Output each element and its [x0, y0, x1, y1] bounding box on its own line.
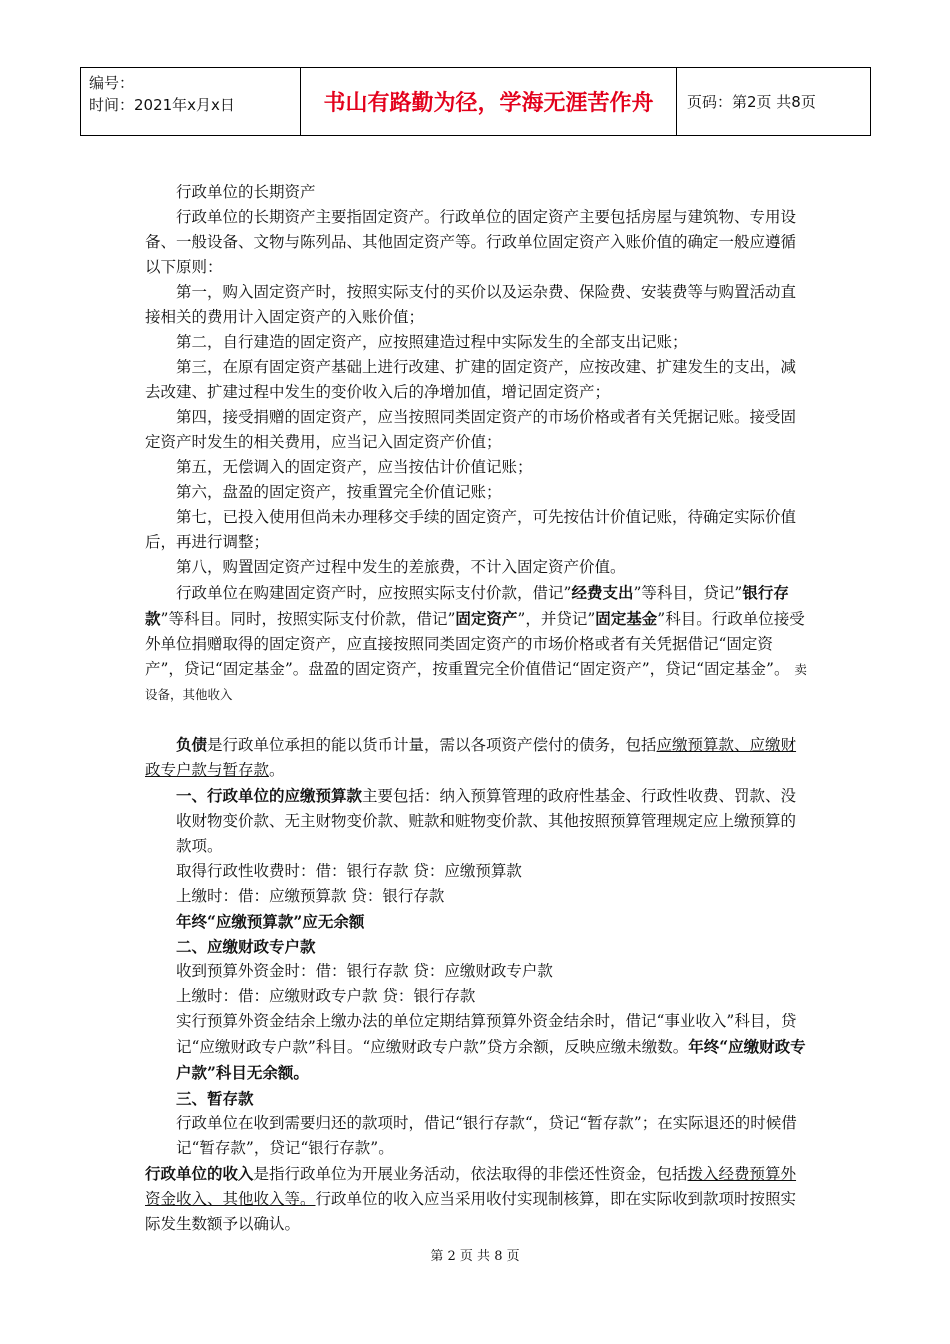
document-body — [145, 180, 810, 1237]
purchase-paragraph: 行政单位在购建固定资产时，应按照实际支付价款，借记”经费支出”等科目，贷记”银行存款”等科目。同时，按照实际支付价款，借记”固定资产”，并贷记”固定基金”科目。行政单位接受外单位捐赠取得的固定资产，应直接按照同类固定资产的市场价格或者有关凭据借记“固定资产”，贷记“固定基金”。盘盈的固定资产，按重置完全价值借记“固定资产”，贷记“固定基金”。 卖设备，其他收入 — [145, 583, 807, 702]
header-number-label: 编号： — [89, 74, 135, 92]
principle-3: 第三，在原有固定资产基础上进行改建、扩建的固定资产，应按改建、扩建发生的支出，减去改建、扩建过程中发生的变价收入后的净增加值，增记固定资产； — [145, 358, 797, 401]
principle-4: 第四，接受捐赠的固定资产，应当按照同类固定资产的市场价格或者有关凭据记账。接受固定资产时发生的相关费用，应当记入固定资产价值； — [145, 408, 797, 451]
budget-paragraph: 一、行政单位的应缴预算款主要包括：纳入预算管理的政府性基金、行政性收费、罚款、没收财物变价款、无主财物变价款、赃款和赃物变价款、其他按照预算管理规定应上缴预算的款项。 — [176, 786, 797, 855]
header-motto: 书山有路勤为径，学海无涯苦作舟 — [301, 68, 677, 135]
term-budget-payable: 应缴预算款 — [284, 786, 363, 805]
special-yearend: 年终“应缴财政专户款”科目无余额。 — [176, 1037, 806, 1082]
special-entry-2: 上缴时：借：应缴财政专户款 贷：银行存款 — [176, 987, 476, 1005]
principle-8: 第八，购置固定资产过程中发生的差旅费，不计入固定资产价值。 — [176, 558, 626, 576]
income-items: 拨入经费预算外资金收入、其他收入等。 — [145, 1165, 797, 1208]
header-date-label: 时间：2021年x月x日 — [89, 96, 235, 114]
special-paragraph: 实行预算外资金结余上缴办法的单位定期结算预算外资金结余时，借记“事业收入”科目，贷记“应缴财政专户款”科目。“应缴财政专户款”贷方余额，反映应缴未缴数。年终“应缴财政专户款”科目无余额。 — [176, 1012, 806, 1082]
budget-yearend: 年终“应缴预算款”应无余额 — [176, 912, 365, 931]
principle-1: 第一，购入固定资产时，按照实际支付的买价以及运杂费、保险费、安装费等与购置活动直接相关的费用计入固定资产的入账价值； — [145, 283, 797, 326]
budget-entry-2: 上缴时：借：应缴预算款 贷：银行存款 — [176, 887, 445, 905]
page-footer: 第 2 页 共 8 页 — [430, 1249, 520, 1264]
special-heading: 二、应缴财政专户款 — [176, 937, 316, 956]
term-bank-deposit: 银行存款 — [145, 583, 789, 628]
principle-6: 第六，盘盈的固定资产，按重置完全价值记账； — [176, 483, 502, 501]
term-fixed-fund: 固定基金 — [595, 609, 658, 628]
term-fixed-asset: 固定资产 — [455, 609, 518, 628]
temp-paragraph: 行政单位在收到需要归还的款项时，借记“银行存款“，贷记“暂存款”；在实际退还的时候借记“暂存款”，贷记“银行存款”。 — [176, 1114, 797, 1157]
principle-2: 第二，自行建造的固定资产，应按照建造过程中实际发生的全部支出记账； — [176, 333, 688, 351]
intro-paragraph: 行政单位的长期资产主要指固定资产。行政单位的固定资产主要包括房屋与建筑物、专用设备、一般设备、文物与陈列品、其他固定资产等。行政单位固定资产入账价值的确定一般应遵循以下原则： — [145, 208, 797, 276]
principle-5: 第五，无偿调入的固定资产，应当按估计价值记账； — [176, 458, 533, 476]
page-header-table — [80, 67, 871, 136]
liability-items: 应缴预算款、应缴财政专户款与暂存款 — [145, 736, 797, 779]
term-liability: 负债 — [176, 735, 208, 754]
term-expense: 经费支出 — [571, 583, 634, 602]
principle-7: 第七，已投入使用但尚未办理移交手续的固定资产，可先按估计价值记账，待确定实际价值后，再进行调整； — [145, 508, 797, 551]
temp-heading: 三、暂存款 — [176, 1089, 254, 1108]
term-income: 行政单位的收入 — [145, 1164, 254, 1183]
income-paragraph: 行政单位的收入是指行政单位为开展业务活动，依法取得的非偿还性资金，包括拨入经费预算外资金收入、其他收入等。行政单位的收入应当采用收付实现制核算，即在实际收到款项时按照实际发生数额予以确认。 — [145, 1164, 797, 1233]
header-meta — [81, 68, 301, 135]
handwritten-note: 卖设备，其他收入 — [145, 662, 807, 702]
liability-paragraph: 负债是行政单位承担的能以货币计量，需以各项资产偿付的债务，包括应缴预算款、应缴财政专户款与暂存款。 — [145, 735, 797, 779]
special-entry-1: 收到预算外资金时：借：银行存款 贷：应缴财政专户款 — [176, 962, 553, 980]
section-title: 行政单位的长期资产 — [176, 183, 316, 201]
header-page-info: 页码：第2页 共8页 — [687, 93, 816, 111]
budget-entry-1: 取得行政性收费时：借：银行存款 贷：应缴预算款 — [176, 862, 522, 880]
